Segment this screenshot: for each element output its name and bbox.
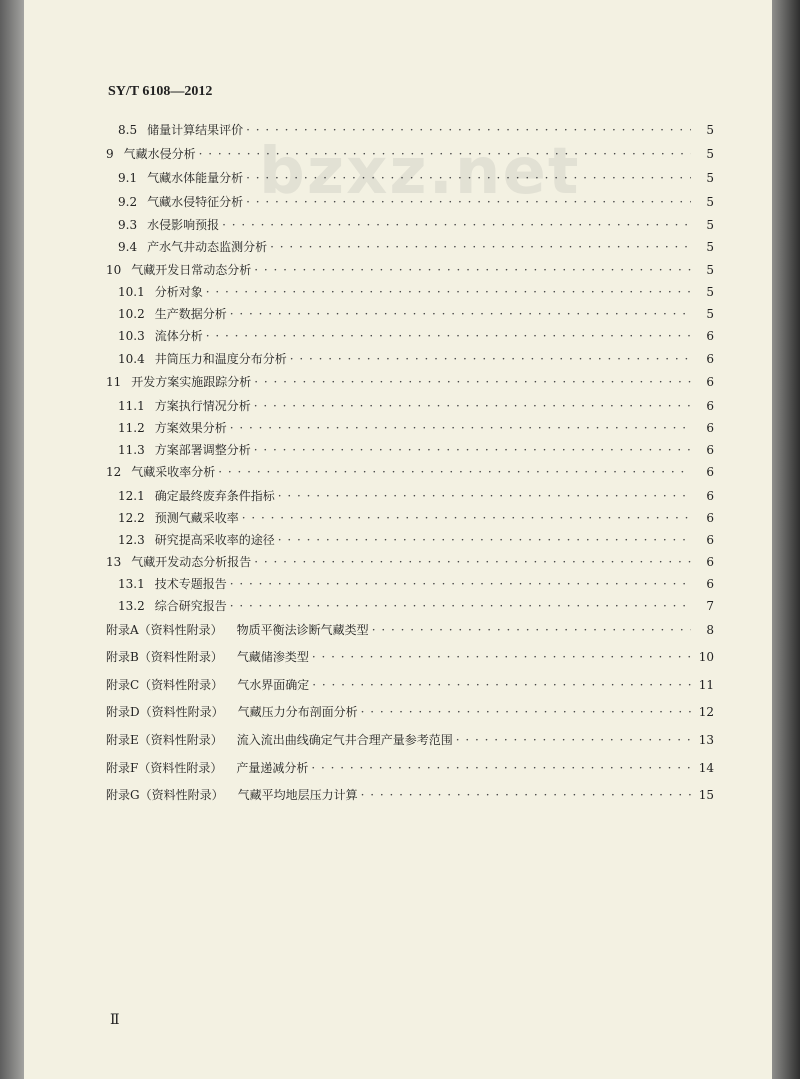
toc-entry xyxy=(106,649,714,665)
toc-entry-page: 6 xyxy=(706,329,714,343)
toc-entry-number: 附录A（资料性附录） xyxy=(106,623,223,637)
toc-entry-number: 13 xyxy=(106,555,122,569)
scan-shadow-left xyxy=(0,0,24,1079)
toc-entry-number: 12.2 xyxy=(118,511,145,525)
toc-entry-page: 5 xyxy=(706,240,714,254)
toc-entry-page: 6 xyxy=(706,577,714,591)
toc-leader-dots xyxy=(206,328,691,344)
toc-entry-page: 6 xyxy=(706,465,714,479)
toc-entry-page: 15 xyxy=(698,788,714,802)
toc-leader-dots xyxy=(230,306,691,322)
toc-entry-number: 附录G（资料性附录） xyxy=(106,788,224,802)
toc-entry-title: 流体分析 xyxy=(154,329,203,343)
toc-entry xyxy=(106,554,714,570)
toc-entry-title: 气藏水侵特征分析 xyxy=(147,195,244,209)
toc-entry-number: 12.3 xyxy=(118,533,145,547)
toc-entry-title: 分析对象 xyxy=(154,285,203,299)
toc-entry xyxy=(118,442,714,458)
toc-leader-dots xyxy=(242,510,691,526)
toc-entry-title: 气藏开发动态分析报告 xyxy=(131,555,252,569)
toc-entry-number: 11 xyxy=(106,375,122,389)
toc-entry-number: 9.1 xyxy=(118,171,138,185)
toc-entry-page: 10 xyxy=(698,650,714,664)
toc-entry-title: 开发方案实施跟踪分析 xyxy=(131,375,252,389)
toc-entry-number: 11.3 xyxy=(118,443,145,457)
toc-entry-title: 气藏采收率分析 xyxy=(131,465,216,479)
toc-entry xyxy=(106,262,714,278)
toc-entry-number: 附录D（资料性附录） xyxy=(106,705,224,719)
toc-entry-page: 7 xyxy=(706,599,714,613)
toc-entry xyxy=(118,217,714,233)
toc-entry-number: 附录F（资料性附录） xyxy=(106,761,223,775)
toc-entry xyxy=(118,194,714,210)
toc-entry-number: 11.2 xyxy=(118,421,145,435)
toc-entry xyxy=(106,146,714,162)
toc-entry xyxy=(106,464,714,480)
toc-entry xyxy=(106,760,714,776)
toc-entry-page: 6 xyxy=(706,443,714,457)
toc-entry-number: 10.2 xyxy=(118,307,145,321)
toc-entry-page: 6 xyxy=(706,375,714,389)
toc-entry xyxy=(118,598,714,614)
toc-entry-title: 流入流出曲线确定气井合理产量参考范围 xyxy=(236,733,453,747)
toc-leader-dots xyxy=(230,598,691,614)
toc-entry-number: 12.1 xyxy=(118,489,145,503)
toc-leader-dots xyxy=(230,420,691,436)
toc-entry xyxy=(106,732,714,748)
toc-entry-title: 气藏储渗类型 xyxy=(236,650,309,664)
toc-leader-dots xyxy=(312,649,691,665)
toc-leader-dots xyxy=(290,351,691,367)
toc-entry-number: 10.3 xyxy=(118,329,145,343)
toc-entry-page: 6 xyxy=(706,399,714,413)
toc-entry-title: 气藏开发日常动态分析 xyxy=(131,263,252,277)
toc-entry-page: 6 xyxy=(706,352,714,366)
toc-entry-page: 5 xyxy=(706,171,714,185)
toc-entry-number: 8.5 xyxy=(118,123,138,137)
toc-entry-title: 确定最终废弃条件指标 xyxy=(154,489,275,503)
toc-entry-page: 5 xyxy=(706,285,714,299)
toc-entry-page: 8 xyxy=(706,623,714,637)
toc-leader-dots xyxy=(254,262,691,278)
toc-entry-number: 13.2 xyxy=(118,599,145,613)
toc-entry-title: 方案执行情况分析 xyxy=(154,399,251,413)
toc-leader-dots xyxy=(222,217,691,233)
toc-leader-dots xyxy=(361,704,691,720)
toc-entry-number: 12 xyxy=(106,465,122,479)
toc-entry-page: 6 xyxy=(706,533,714,547)
toc-leader-dots xyxy=(361,787,691,803)
toc-entry-title: 产水气井动态监测分析 xyxy=(147,240,268,254)
toc-entry-title: 技术专题报告 xyxy=(154,577,227,591)
toc-entry-number: 10 xyxy=(106,263,122,277)
toc-leader-dots xyxy=(278,532,691,548)
toc-entry xyxy=(106,677,714,693)
toc-leader-dots xyxy=(278,488,691,504)
toc-entry-page: 6 xyxy=(706,489,714,503)
toc-entry xyxy=(106,704,714,720)
toc-entry-page: 5 xyxy=(706,195,714,209)
scan-shadow-right xyxy=(772,0,800,1079)
toc-entry-page: 13 xyxy=(698,733,714,747)
toc-entry-title: 井筒压力和温度分布分析 xyxy=(154,352,287,366)
toc-entry-title: 生产数据分析 xyxy=(154,307,227,321)
toc-entry xyxy=(106,374,714,390)
toc-entry-page: 14 xyxy=(698,761,714,775)
toc-entry xyxy=(118,239,714,255)
toc-leader-dots xyxy=(254,398,691,414)
toc-entry xyxy=(118,306,714,322)
toc-entry xyxy=(106,622,714,638)
toc-entry-title: 气藏平均地层压力计算 xyxy=(237,788,358,802)
toc-entry-page: 6 xyxy=(706,511,714,525)
toc-leader-dots xyxy=(312,677,691,693)
toc-leader-dots xyxy=(270,239,691,255)
toc-entry xyxy=(118,122,714,138)
toc-entry-page: 6 xyxy=(706,555,714,569)
toc-leader-dots xyxy=(246,122,691,138)
toc-entry-number: 附录C（资料性附录） xyxy=(106,678,224,692)
toc-leader-dots xyxy=(199,146,691,162)
toc-entry-title: 预测气藏采收率 xyxy=(154,511,239,525)
toc-entry-title: 水侵影响预报 xyxy=(147,218,220,232)
toc-entry-title: 方案部署调整分析 xyxy=(154,443,251,457)
toc-entry-title: 气藏水体能量分析 xyxy=(147,171,244,185)
toc-entry xyxy=(118,351,714,367)
toc-entry-title: 综合研究报告 xyxy=(154,599,227,613)
toc-entry-page: 5 xyxy=(706,218,714,232)
toc-entry-title: 物质平衡法诊断气藏类型 xyxy=(236,623,369,637)
toc-leader-dots xyxy=(218,464,691,480)
page-number: Ⅱ xyxy=(110,1012,120,1028)
toc-entry-number: 9.3 xyxy=(118,218,138,232)
toc-leader-dots xyxy=(230,576,691,592)
toc-entry-page: 12 xyxy=(698,705,714,719)
toc-entry-title: 气水界面确定 xyxy=(237,678,310,692)
toc-entry-number: 9.2 xyxy=(118,195,138,209)
toc-entry-title: 方案效果分析 xyxy=(154,421,227,435)
toc-entry-page: 11 xyxy=(698,678,714,692)
toc-entry-page: 5 xyxy=(706,263,714,277)
toc-entry-number: 9 xyxy=(106,147,114,161)
toc-entry xyxy=(118,532,714,548)
toc-entry xyxy=(118,398,714,414)
toc-entry xyxy=(118,170,714,186)
toc-leader-dots xyxy=(246,170,691,186)
toc-leader-dots xyxy=(254,374,691,390)
toc-entry-number: 13.1 xyxy=(118,577,145,591)
toc-entry-title: 储量计算结果评价 xyxy=(147,123,244,137)
toc-entry xyxy=(118,576,714,592)
toc-entry-title: 气藏水侵分析 xyxy=(123,147,196,161)
toc-entry-title: 研究提高采收率的途径 xyxy=(154,533,275,547)
toc-entry xyxy=(106,787,714,803)
toc-leader-dots xyxy=(254,554,691,570)
toc-entry-number: 10.1 xyxy=(118,285,145,299)
standard-code-header: SY/T 6108—2012 xyxy=(108,84,213,99)
toc-leader-dots xyxy=(372,622,691,638)
toc-entry-number: 9.4 xyxy=(118,240,138,254)
toc-leader-dots xyxy=(311,760,691,776)
toc-entry xyxy=(118,328,714,344)
toc-entry xyxy=(118,420,714,436)
toc-entry-number: 11.1 xyxy=(118,399,145,413)
toc-entry-page: 5 xyxy=(706,123,714,137)
toc-entry-number: 10.4 xyxy=(118,352,145,366)
document-page xyxy=(24,0,772,1079)
toc-entry-title: 产量递减分析 xyxy=(236,761,309,775)
toc-leader-dots xyxy=(246,194,691,210)
toc-entry-number: 附录E（资料性附录） xyxy=(106,733,223,747)
toc-entry xyxy=(118,284,714,300)
toc-entry-page: 5 xyxy=(706,307,714,321)
toc-entry xyxy=(118,488,714,504)
toc-leader-dots xyxy=(456,732,691,748)
toc-entry-title: 气藏压力分布剖面分析 xyxy=(237,705,358,719)
toc-entry xyxy=(118,510,714,526)
toc-leader-dots xyxy=(254,442,691,458)
watermark: bzxz.net xyxy=(259,135,581,209)
toc-entry-page: 5 xyxy=(706,147,714,161)
toc-entry-page: 6 xyxy=(706,421,714,435)
toc-leader-dots xyxy=(206,284,691,300)
toc-entry-number: 附录B（资料性附录） xyxy=(106,650,223,664)
